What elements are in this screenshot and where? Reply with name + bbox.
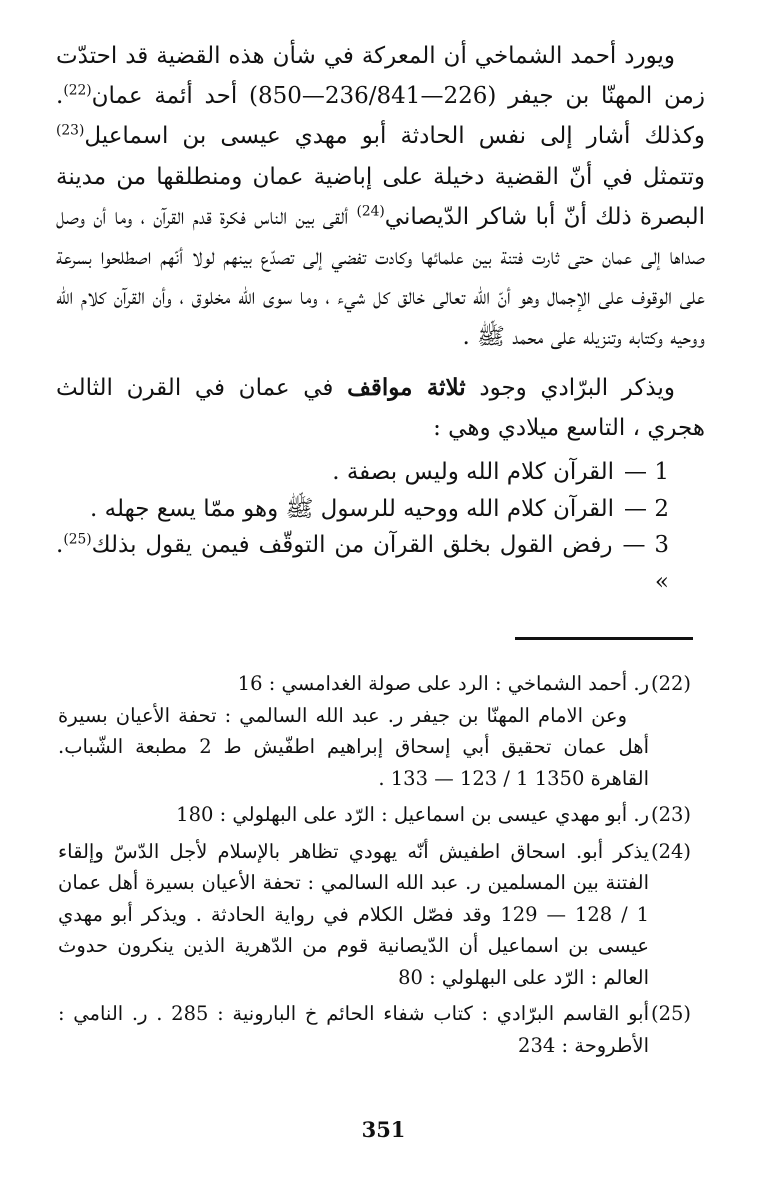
footnote-line: ر. أحمد الشماخي : الرد على صولة الغدامسي : 16 xyxy=(237,672,649,695)
paragraph-1-part-b: . وكذلك أشار إلى نفس الحادثة أبو مهدي عيسى بن اسماعيل xyxy=(56,83,705,150)
footnote-24 xyxy=(58,836,691,994)
paragraph-1 xyxy=(56,36,705,358)
list-item xyxy=(56,527,669,600)
main-text xyxy=(56,36,705,600)
footnote-line: يذكر أبو. اسحاق اطفيش أنّه يهودي تظاهر بالإسلام لأجل الدّسّ وإلقاء الفتنة بين المسلمين ر. عبد الله السالمي : تحفة الأعيان بسيرة أهل عمان 1 / 128 — 129 وقد فصّل الكلام في رواية الحادثة . ويذكر أبو مهدي عيسى بن اسماعيل أن الدّيصانية قوم من الدّهرية الذين ينكرون حدوث العالم : الرّد على البهلولي : 80 xyxy=(58,839,649,989)
paragraph-2 xyxy=(56,368,705,448)
list-item xyxy=(56,454,669,491)
footnote-separator xyxy=(515,637,693,640)
paragraph-1-part-d: ألقى بين الناس فكرة قدم القرآن ، وما أن وصل صداها إلى عمان حتى ثارت فتنة بين علمائها وكادت تفضي إلى تصدّع بينهم لولا أنّهم اصطلحوا بسرعة على الوقوف على الإجمال وهو أنّ الله تعالى خالق كل شيء ، وما سوى الله مخلوق ، وأن القرآن كلام الله ووحيه وكتابه وتنزيله على محمد ﷺ . xyxy=(56,203,705,351)
list-item-text: القرآن كلام الله ووحيه للرسول ﷺ وهو ممّا يسع جهله . xyxy=(90,495,615,522)
paragraph-2-bold: ثلاثة مواقف xyxy=(347,373,466,401)
paragraph-1-part-c: وتتمثل في أنّ القضية دخيلة على إباضية عمان ومنطلقها من مدينة البصرة ذلك أنّ أبا شاكر الدّيصاني xyxy=(56,163,705,230)
footnote-25 xyxy=(58,998,691,1061)
list-item-number: 2 — xyxy=(624,495,669,522)
paragraph-2-part-a: ويذكر البرّادي وجود xyxy=(465,374,675,401)
list-item xyxy=(56,491,669,528)
footnote-ref-24: (24) xyxy=(356,203,385,220)
footnote-ref-22: (22) xyxy=(63,82,92,99)
footnote-23 xyxy=(58,799,691,831)
footnote-number: (23) xyxy=(650,803,691,826)
list-item-number: 1 — xyxy=(624,459,669,486)
footnote-ref-23: (23) xyxy=(56,122,85,139)
page-number: 351 xyxy=(361,1117,406,1142)
paragraph-1-part-a: ويورد أحمد الشماخي أن المعركة في شأن هذه القضية قد احتدّت زمن المهنّا بن جيفر (226—236/841—850) أحد أئمة عمان xyxy=(56,43,705,110)
list-item-number: 3 — xyxy=(622,532,670,559)
footnote-22 xyxy=(58,668,691,794)
footnote-line: وعن الامام المهنّا بن جيفر ر. عبد الله السالمي : تحفة الأعيان بسيرة أهل عمان تحقيق أبي إسحاق إبراهيم اطفّيش ط 2 مطبعة الشّباب. القاهرة 1350 1 / 123 — 133 . xyxy=(58,703,649,790)
footnote-number: (24) xyxy=(650,839,691,863)
footnote-number: (22) xyxy=(650,672,691,695)
paragraph-2-part-b: في عمان في القرن الثالث هجري ، التاسع ميلادي وهي : xyxy=(56,374,705,441)
footnote-line: ر. أبو مهدي عيسى بن اسماعيل : الرّد على البهلولي : 180 xyxy=(176,803,649,826)
footnotes xyxy=(58,668,691,1066)
list-item-tail: . » xyxy=(56,532,669,595)
footnote-ref-25: (25) xyxy=(63,531,92,548)
footnote-number: (25) xyxy=(650,1002,691,1025)
list-item-text: القرآن كلام الله وليس بصفة . xyxy=(332,459,615,486)
positions-list xyxy=(56,454,705,600)
list-item-text: رفض القول بخلق القرآن من التوقّف فيمن يقول بذلك xyxy=(91,532,613,559)
footnote-line: أبو القاسم البرّادي : كتاب شفاء الحائم خ البارونية : 285 . ر. النامي : الأطروحة : 234 xyxy=(58,1002,649,1057)
